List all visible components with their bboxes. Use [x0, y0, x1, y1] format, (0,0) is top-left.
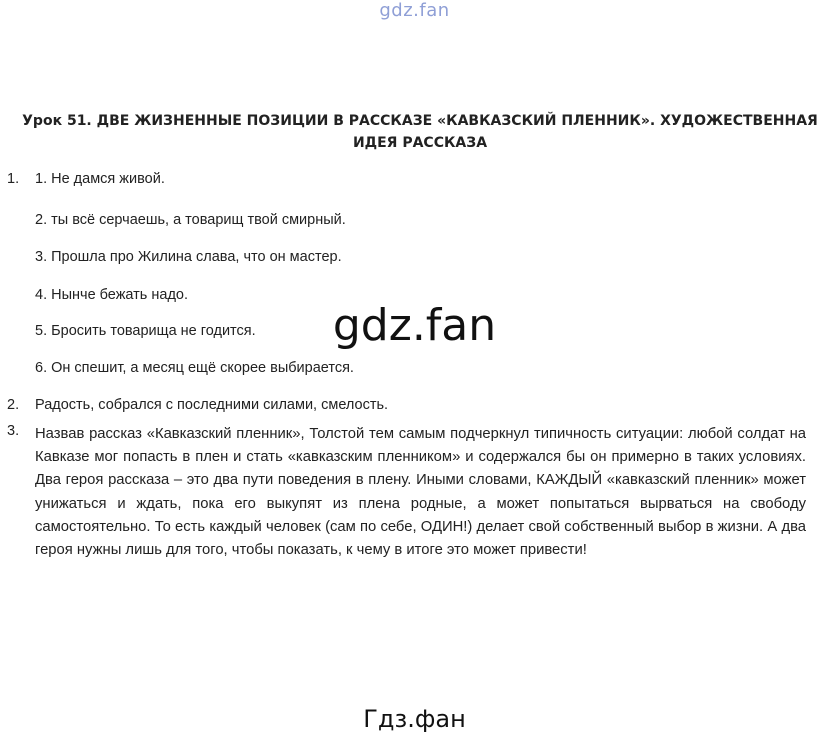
answer-line-3: 3. Прошла про Жилина слава, что он мастер. — [35, 249, 342, 265]
lesson-title — [20, 110, 820, 154]
center-watermark: gdz.fan — [332, 300, 497, 351]
item-3-text: Назвав рассказ «Кавказский пленник», Толстой тем самым подчеркнул типичность ситуации: любой солдат на Кавказе мог попасть в плен и стать «кавказским пленником» и содержался бы он примерно в таких условиях. Два героя рассказа – это два пути поведения в плену. Иными словами, КАЖДЫЙ «кавказский пленник» может унижаться и ждать, пока его выкупят из плена родные, а может попытаться вырваться на свободу самостоятельно. То есть каждый человек (сам по себе, ОДИН!) делает свой собственный выбор в жизни. А два героя нужны лишь для того, чтобы показать, к чему в итоге это может привести! — [35, 426, 806, 559]
item-2-text: Радость, собрался с последними силами, смелость. — [35, 397, 389, 413]
title-line-2: ИДЕЯ РАССКАЗА — [352, 135, 488, 151]
item-number-3: 3. — [7, 423, 20, 439]
item-number-1: 1. — [7, 171, 20, 187]
bottom-watermark: Гдз.фан — [363, 705, 466, 733]
answer-line-1: 1. Не дамся живой. — [35, 171, 165, 187]
answer-line-2: 2. ты всё серчаешь, а товарищ твой смирный. — [35, 212, 346, 228]
title-line-1: Урок 51. ДВЕ ЖИЗНЕННЫЕ ПОЗИЦИИ В РАССКАЗЕ «КАВКАЗСКИЙ ПЛЕННИК». ХУДОЖЕСТВЕННАЯ — [22, 113, 818, 129]
answer-line-5: 5. Бросить товарища не годится. — [35, 323, 256, 339]
top-watermark: gdz.fan — [379, 0, 450, 21]
item-number-2: 2. — [7, 397, 20, 413]
answer-line-6: 6. Он спешит, а месяц ещё скорее выбирается. — [35, 360, 354, 376]
answer-line-4: 4. Нынче бежать надо. — [35, 287, 189, 303]
